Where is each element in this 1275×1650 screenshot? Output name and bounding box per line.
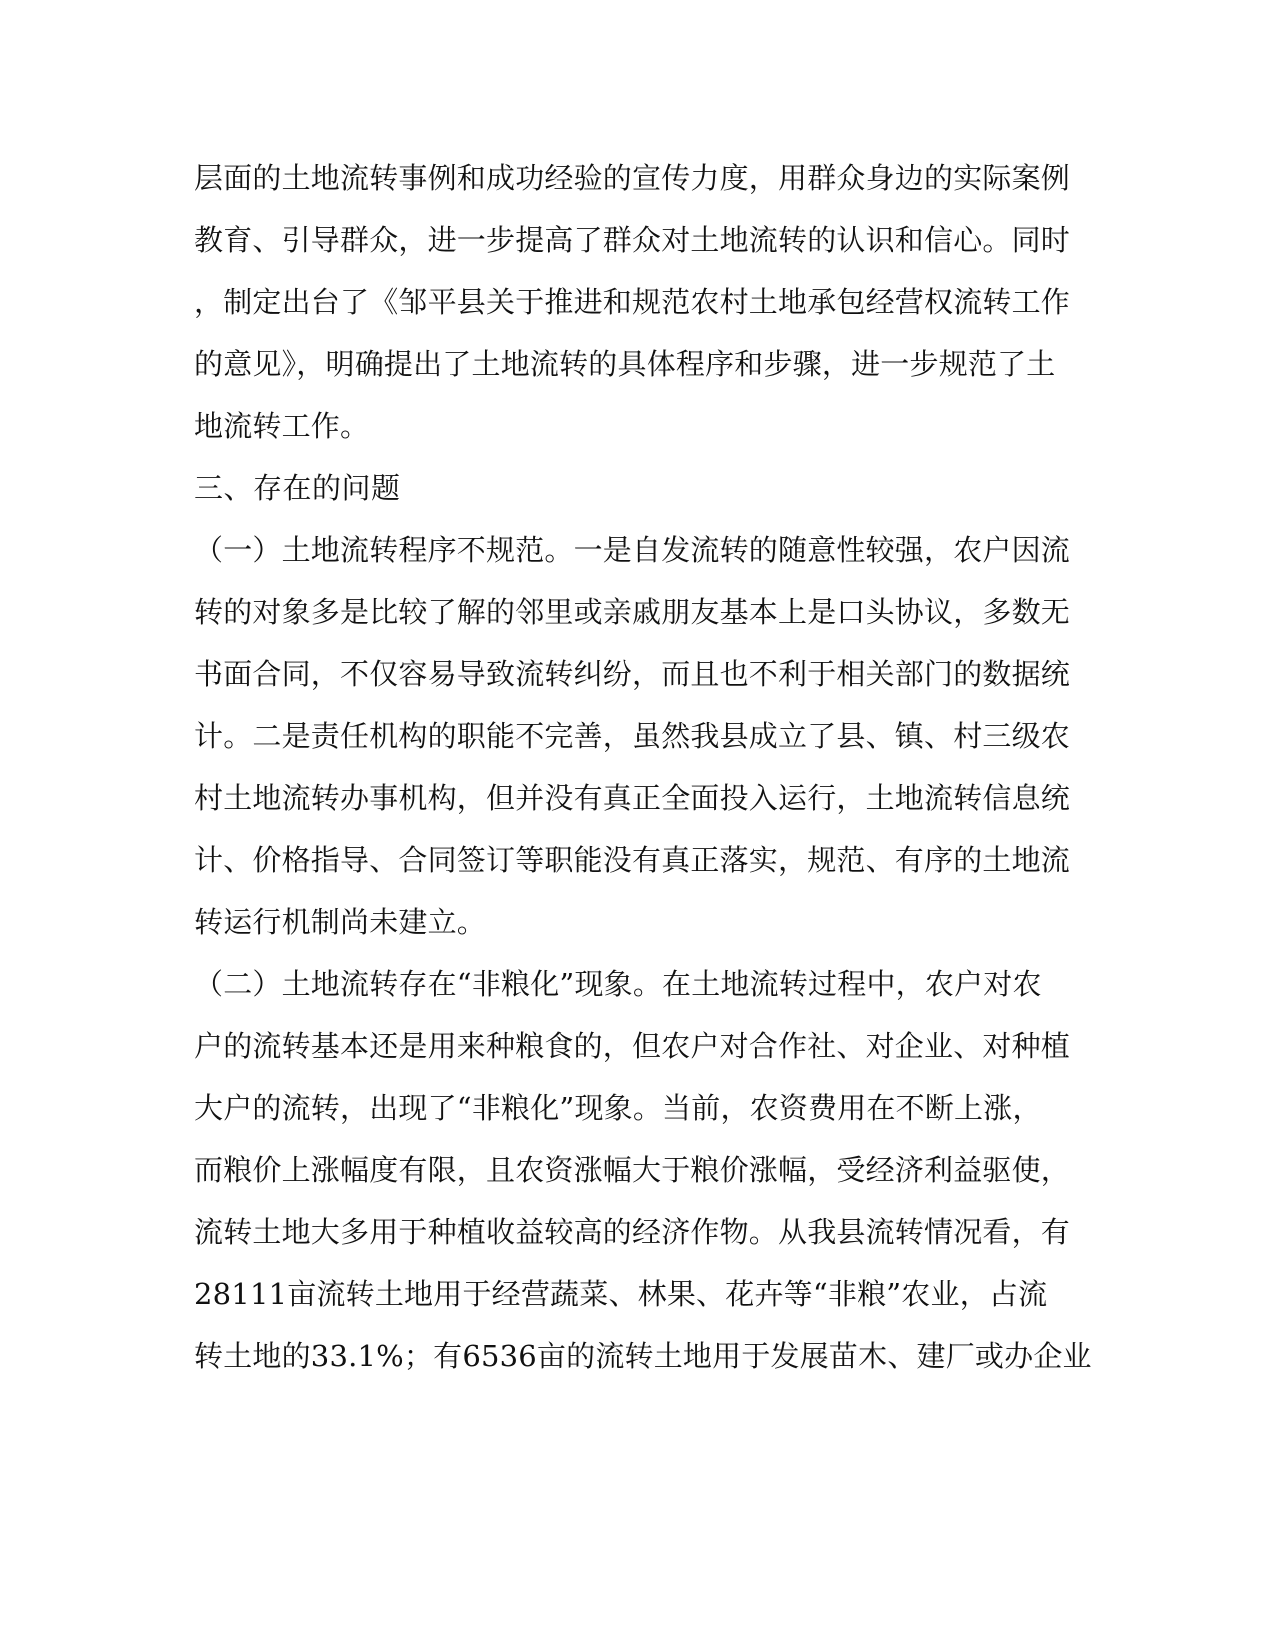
section-heading: 三、存在的问题 <box>194 471 401 505</box>
body-text-line: 转的对象多是比较了解的邻里或亲戚朋友基本上是口头协议，多数无 <box>194 595 1071 629</box>
body-text-line: 教育、引导群众，进一步提高了群众对土地流转的认识和信心。同时 <box>194 223 1071 257</box>
body-text-line: 计。二是责任机构的职能不完善，虽然我县成立了县、镇、村三级农 <box>194 719 1071 753</box>
body-text-line: 转土地的33.1%；有6536亩的流转土地用于发展苗木、建厂或办企业 <box>194 1339 1092 1373</box>
body-text-line: 村土地流转办事机构，但并没有真正全面投入运行，土地流转信息统 <box>194 781 1071 815</box>
body-text-line: 计、价格指导、合同签订等职能没有真正落实，规范、有序的土地流 <box>194 843 1071 877</box>
paragraph-start-line: （二）土地流转存在“非粮化”现象。在土地流转过程中，农户对农 <box>194 967 1042 1001</box>
body-text-line: 而粮价上涨幅度有限，且农资涨幅大于粮价涨幅，受经济利益驱使， <box>194 1153 1071 1187</box>
body-text-line: 大户的流转，出现了“非粮化”现象。当前，农资费用在不断上涨， <box>194 1091 1042 1125</box>
paragraph-start-line: （一）土地流转程序不规范。一是自发流转的随意性较强，农户因流 <box>194 533 1071 567</box>
body-text-line: 转运行机制尚未建立。 <box>194 905 487 939</box>
body-text-line: 流转土地大多用于种植收益较高的经济作物。从我县流转情况看，有 <box>194 1215 1071 1249</box>
body-text-line: ，制定出台了《邹平县关于推进和规范农村土地承包经营权流转工作 <box>194 285 1071 319</box>
body-text-line: 户的流转基本还是用来种粮食的，但农户对合作社、对企业、对种植 <box>194 1029 1071 1063</box>
body-text-line: 层面的土地流转事例和成功经验的宣传力度，用群众身边的实际案例 <box>194 161 1071 195</box>
body-text-line: 28111亩流转土地用于经营蔬菜、林果、花卉等“非粮”农业，占流 <box>194 1277 1048 1311</box>
body-text-line: 的意见》，明确提出了土地流转的具体程序和步骤，进一步规范了土 <box>194 347 1056 381</box>
body-text-line: 书面合同，不仅容易导致流转纠纷，而且也不利于相关部门的数据统 <box>194 657 1071 691</box>
body-text-line: 地流转工作。 <box>194 409 370 443</box>
